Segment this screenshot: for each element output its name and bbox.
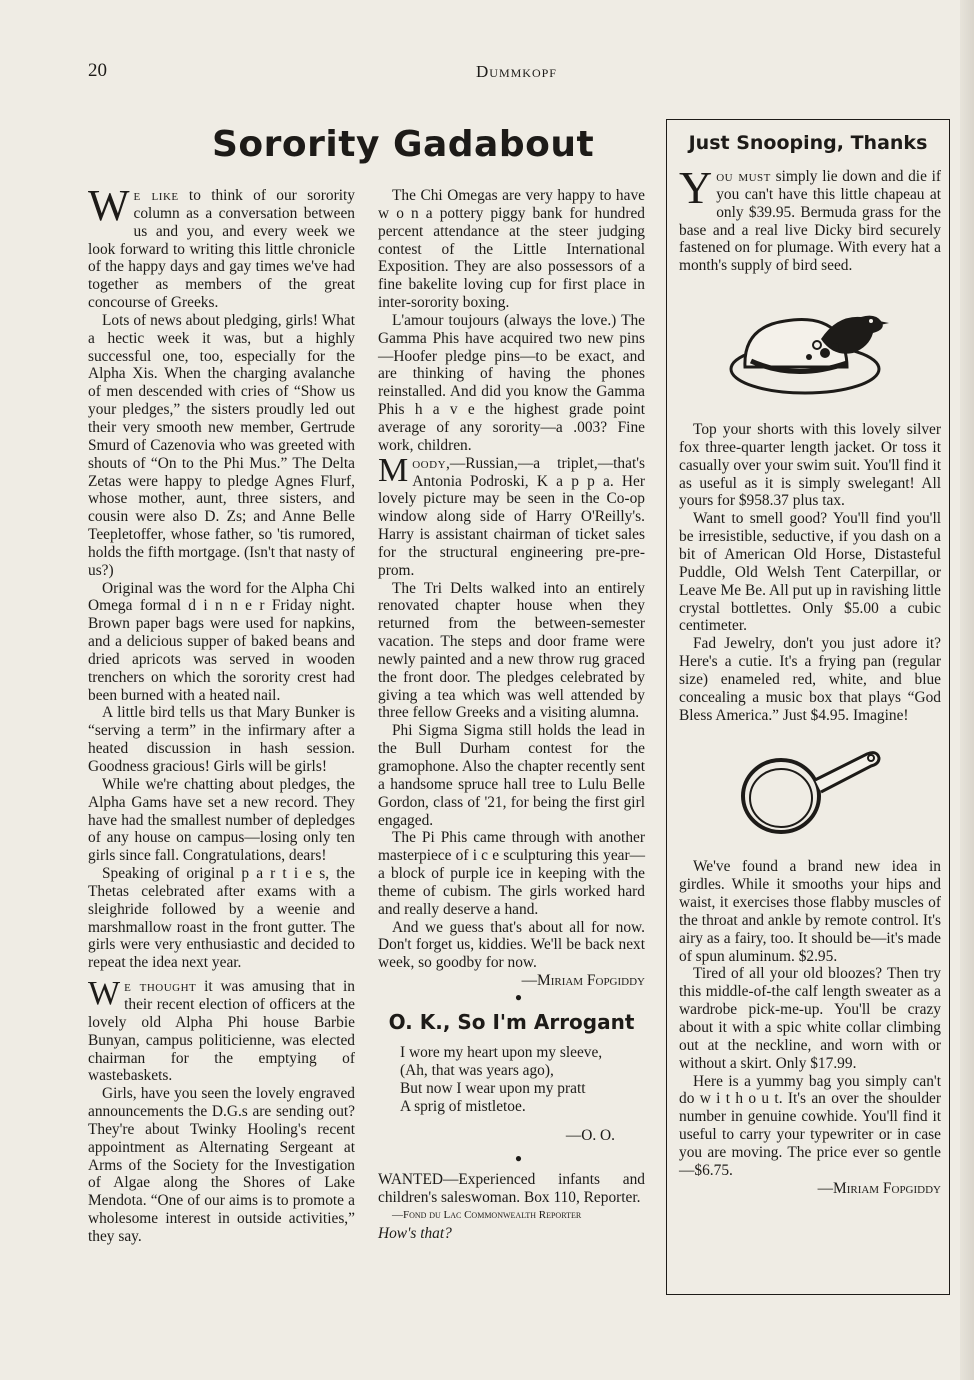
wanted-ad: WANTED—Experienced infants and children's saleswoman. Box 110, Reporter. — [378, 1171, 645, 1207]
paragraph: We've found a brand new idea in girdles. While it smooths your hips and waist, it exercises those flabby muscles of the throat and ankle by remote control. It's airy as a fairy, too. It should be—it's made of spun aluminum. $2.95. — [679, 858, 941, 965]
frying-pan-icon — [735, 744, 885, 844]
bullet-divider: ● — [514, 1151, 523, 1166]
paragraph: Here is a yummy bag you simply can't do w i t h o u t. It's an over the shoulder number in genuine cowhide. You'll find it useful to carry your typewriter or in case you are moving. The price ever so gentle—$6.75. — [679, 1072, 941, 1179]
poem-title: O. K., So I'm Arrogant — [388, 1009, 635, 1034]
paragraph: Lots of news about pledging, girls! What a hectic week it was, but a highly successful one, too, especially for the Alpha Xis. When the charging avalanche of men descended with cries of “Show us your pledges,” the sisters proudly led out their very smooth new member, Gertrude Smurd of Cazenovia who was greeted with shouts of “On to the Phi Mus.” The Delta Zetas were happy to pledge Agnes Flurf, whose mother, aunt, three sisters, and cousin were also D. Zs; and Anne Belle Teepletoffer, whose father, so 'tis rumored, holds the fifth mortgage. (Isn't that nasty of us?) — [88, 311, 355, 579]
paragraph: Phi Sigma Sigma still holds the lead in the Bull Durham contest for the gramophone. Also the chapter recently sent a handsome spruce hall tree to Lulu Belle Gordon, class of '21, for being the first girl engaged. — [378, 722, 645, 829]
drop-cap: M — [378, 451, 409, 489]
paragraph: Top your shorts with this lovely silver fox three-quarter length jacket. Or toss it casually over your swim suit. You'll find it as useful as it is simply swelegant! All yours for $958.37 plus tax. — [679, 421, 941, 510]
poem-line: I wore my heart upon my sleeve, — [400, 1043, 603, 1061]
paragraph: While we're chatting about pledges, the Alpha Gams have set a new record. They have had the smallest number of depledges of any house on campus—losing only ten girls since fall. Congratulations, dears! — [88, 775, 355, 865]
hat-with-bird-icon — [725, 287, 895, 405]
sidebar-title: Just Snooping, Thanks — [688, 132, 928, 154]
paragraph: The Chi Omegas are very happy to have w o n a pottery piggy bank for hundred percent attendance at the steer judging contest of the Little International Exposition. They are also possessors of a fine bakelite loving cup for first place in inter-sorority boxing. — [378, 187, 645, 312]
wanted-comment: How's that? — [378, 1224, 452, 1242]
paragraph: Original was the word for the Alpha Chi Omega formal d i n n e r Friday night. Brown paper bags were used for napkins, and a delicious supper of baked beans and dried apricots was served in wooden trenchers on which the sorority crest had been burned with a heated nail. — [88, 579, 355, 704]
paragraph: Moody,—Russian,—a triplet,—that's Antonia Podroski, K a p p a. Her lovely picture may be seen in the Co-op window along side of Harry O'Reilly's. Harry is assistant chairman of ticket sales for the structural engineering pre-pre-prom. — [378, 451, 645, 579]
article-title: Sorority Gadabout — [212, 124, 595, 165]
sidebar-box — [666, 119, 950, 1295]
poem-line: (Ah, that was years ago), — [400, 1061, 554, 1079]
poem-line: But now I wear upon my pratt — [400, 1079, 586, 1097]
paragraph: A little bird tells us that Mary Bunker is “serving a term” in the infirmary after a heated discussion in hash session. Goodness gracious! Girls will be girls! — [88, 704, 355, 775]
paragraph: And we guess that's about all for now. Don't forget us, kiddies. We'll be back next week, so goodby for now. — [378, 918, 645, 972]
paragraph: We thought it was amusing that in their recent election of officers at the lovely old Alpha Phi house Barbie Bunyan, campus politicienne, was elected chairman for the emptying of wastebaskets. — [88, 975, 355, 1085]
sidebar-column — [679, 162, 942, 1197]
bullet-divider: ● — [514, 989, 523, 1004]
paragraph: Want to smell good? You'll find you'll be irresistible, seductive, if you dash on a bit of American Old Horse, Distasteful Puddle, Old Welsh Tent Caterpillar, or Leave Me Be. All put up in ravishing little crystal bottlettes. Only $5.00 a cubic centimeter. — [679, 510, 941, 635]
article-signature: —Miriam Fopgiddy — [521, 972, 645, 990]
paragraph: The Tri Delts walked into an entirely renovated chapter house when they returned from the between-semester vacation. The steps and door frame were newly painted and a new throw rug graced the front door. The pledges celebrated by giving a tea which was well attended by three fellow Greeks and a visiting alumna. — [378, 579, 645, 722]
paragraph: Tired of all your old bloozes? Then try this middle-of-the calf length sweater as a wardrobe pick-me-up. You'll be crazy about it with a spic white collar climbing out at the neckline, and worn with or without a skirt. Only $17.99. — [679, 965, 941, 1072]
paragraph: Girls, have you seen the lovely engraved announcements the D.G.s are sending out? They're about Twinky Hooling's recent appointment as Alternating Sergeant at Arms of the Society for the Investigation of Algae along the Shores of Lake Mendota. “One of our aims is to promote a wholesome interest in outside activities,” they say. — [88, 1085, 355, 1245]
page-edge — [960, 0, 974, 1380]
article-column-1 — [88, 181, 355, 1246]
page-number: 20 — [88, 60, 107, 81]
paragraph: You must simply lie down and die if you can't have this little chapeau at only $39.95. Bermuda grass for the base and a real live Dicky bird securely fastened on for plumage. With every hat a month's supply of bird seed. — [679, 162, 942, 275]
article-column-2 — [378, 187, 645, 1243]
paragraph: Fad Jewelry, don't you just adore it? Here's a cutie. It's a frying pan (regular size) enameled red, white, and blue concealing a music box that plays “God Bless America.” Just $4.95. Imagine! — [679, 635, 941, 724]
wanted-source: —Fond du Lac Commonwealth Reporter — [392, 1208, 582, 1221]
paragraph: The Pi Phis came through with another masterpiece of i c e sculpturing this year—a block of purple ice in keeping with the theme of cubism. The girls worked hard and really deserve a hand. — [378, 829, 645, 918]
drop-cap: W — [88, 975, 121, 1013]
sidebar-signature: —Miriam Fopgiddy — [817, 1179, 941, 1197]
drop-cap: Y — [679, 162, 713, 213]
paragraph: Speaking of original p a r t i e s, the Thetas celebrated after exams with a sleighride followed by a weenie and marshmallow roast in the front gutter. The girls were very enthusiastic and decided to repeat the idea next year. — [88, 865, 355, 972]
paragraph: We like to think of our sorority column as a conversation between us and you, and every week we look forward to writing this little chronicle of the happy days and gay times we've had together as members of the great concourse of Greeks. — [88, 181, 355, 312]
poem-signature: —O. O. — [565, 1127, 615, 1145]
drop-cap: W — [88, 181, 130, 230]
running-head: Dummkopf — [476, 62, 557, 81]
poem — [400, 1044, 645, 1115]
paragraph: L'amour toujours (always the love.) The Gamma Phis have acquired two new pins—Hoofer pledge pins—to be exact, and are thinking of having the phones reinstalled. And did you know the Gamma Phis h a v e the highest grade point average of any sorority—a .003? Fine work, children. — [378, 311, 645, 454]
poem-line: A sprig of mistletoe. — [400, 1097, 526, 1115]
